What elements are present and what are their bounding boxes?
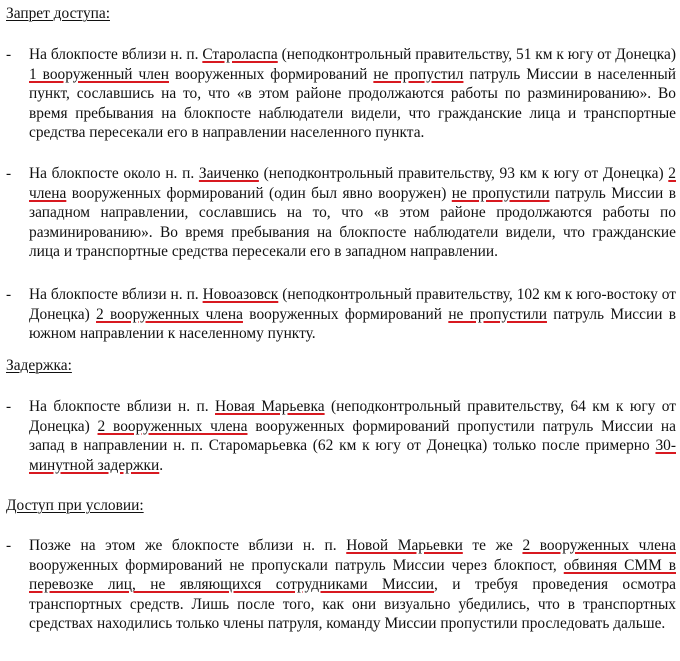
text-run: . — [159, 456, 164, 474]
text-run: вооруженных формирований — [242, 305, 449, 323]
text-run: вооруженных формирований пропустили патруль Миссии на запад в направлении н. п. Старомарьевка (62 км к югу от Донецка) только после примерно — [29, 417, 677, 455]
paragraph — [29, 164, 676, 262]
heading-denial: Запрет доступа: — [6, 5, 110, 22]
list-dash: - — [6, 398, 12, 415]
text-run: Позже на этом же блокпосте вблизи н. п. — [29, 537, 347, 554]
text-run: патруль Миссии в южном направлении к населенному пункту. — [29, 305, 677, 343]
text-run: , и требуя проведения осмотра транспортных средств. Лишь после того, как они визуально убедились, что в транспортных средствах находились только члены патруля, команду Миссии пропустили проследовать дальше. — [29, 576, 677, 633]
text-run: На блокпосте вблизи н. п. — [29, 46, 203, 63]
heading-delay: Задержка: — [6, 357, 72, 374]
list-dash: - — [6, 537, 12, 554]
denial-action: не пропустили — [448, 305, 547, 323]
text-run: вооруженных формирований не пропускали патруль Миссии через блокпост, — [29, 556, 564, 574]
text-run: патруль Миссии в населенный пункт, сославшись на то, что «в этом районе продолжаются работы по разминированию». Во время пребывания на блокпосте наблюдатели видели, что гражданские лица и транспортные средства пересекали его в направлении населенного пункта. — [29, 65, 676, 142]
text-run: патруль Миссии в западном направлении, сославшись на то, что «в этом районе продолжаются работы по разминированию». Во время пребывания на блокпосте наблюдатели видели, что гражданские лица и транспортные средства пересекали его в западном направлении. — [29, 184, 676, 261]
paragraph — [29, 397, 676, 475]
paragraph — [29, 45, 676, 143]
list-item — [0, 164, 676, 262]
paragraph — [29, 536, 676, 634]
text-run: На блокпосте вблизи н. п. — [29, 398, 215, 415]
place-name: Староласпа — [202, 46, 278, 63]
accusation-text: обвиняя СММ в перевозке лиц, не являющихся сотрудниками Миссии — [29, 556, 676, 594]
heading-conditional: Доступ при условии: — [6, 497, 144, 514]
text-run: (неподконтрольный правительству, 102 км к юго-востоку от Донецка) — [29, 286, 676, 323]
place-name: Новоазовск — [202, 286, 279, 303]
list-item — [0, 285, 676, 344]
actor-count: 2 вооруженных члена — [96, 305, 243, 323]
actor-count: 2 вооруженных члена — [522, 537, 676, 554]
list-item — [0, 397, 676, 475]
denial-action: не пропустили — [451, 184, 550, 202]
text-run: те же — [462, 537, 523, 554]
place-name: Новой Марьевки — [346, 537, 463, 554]
text-run: (неподконтрольный правительству, 64 км к югу от Донецка) — [29, 398, 676, 435]
actor-count: 2 члена — [29, 165, 676, 202]
text-run: На блокпосте около н. п. — [29, 165, 199, 182]
paragraph — [29, 285, 676, 344]
list-dash: - — [6, 286, 12, 303]
place-name: Новая Марьевка — [215, 398, 325, 415]
actor-count: 2 вооруженных члена — [97, 417, 248, 435]
text-run: вооруженных формирований (один был явно вооружен) — [66, 184, 452, 202]
delay-duration: 30-минутной задержки — [29, 437, 676, 474]
text-run: (неподконтрольный правительству, 93 км к югу от Донецка) — [258, 165, 669, 182]
actor-count: 1 вооруженный член — [29, 65, 169, 83]
text-run: На блокпосте вблизи н. п. — [29, 286, 203, 303]
text-run: (неподконтрольный правительству, 51 км к югу от Донецка) — [277, 46, 676, 63]
place-name: Заиченко — [198, 165, 259, 182]
denial-action: не пропустил — [373, 65, 464, 83]
list-item — [0, 536, 676, 634]
text-run: вооруженных формирований — [169, 65, 374, 83]
list-item — [0, 45, 676, 143]
list-dash: - — [6, 46, 12, 63]
list-dash: - — [6, 165, 12, 182]
